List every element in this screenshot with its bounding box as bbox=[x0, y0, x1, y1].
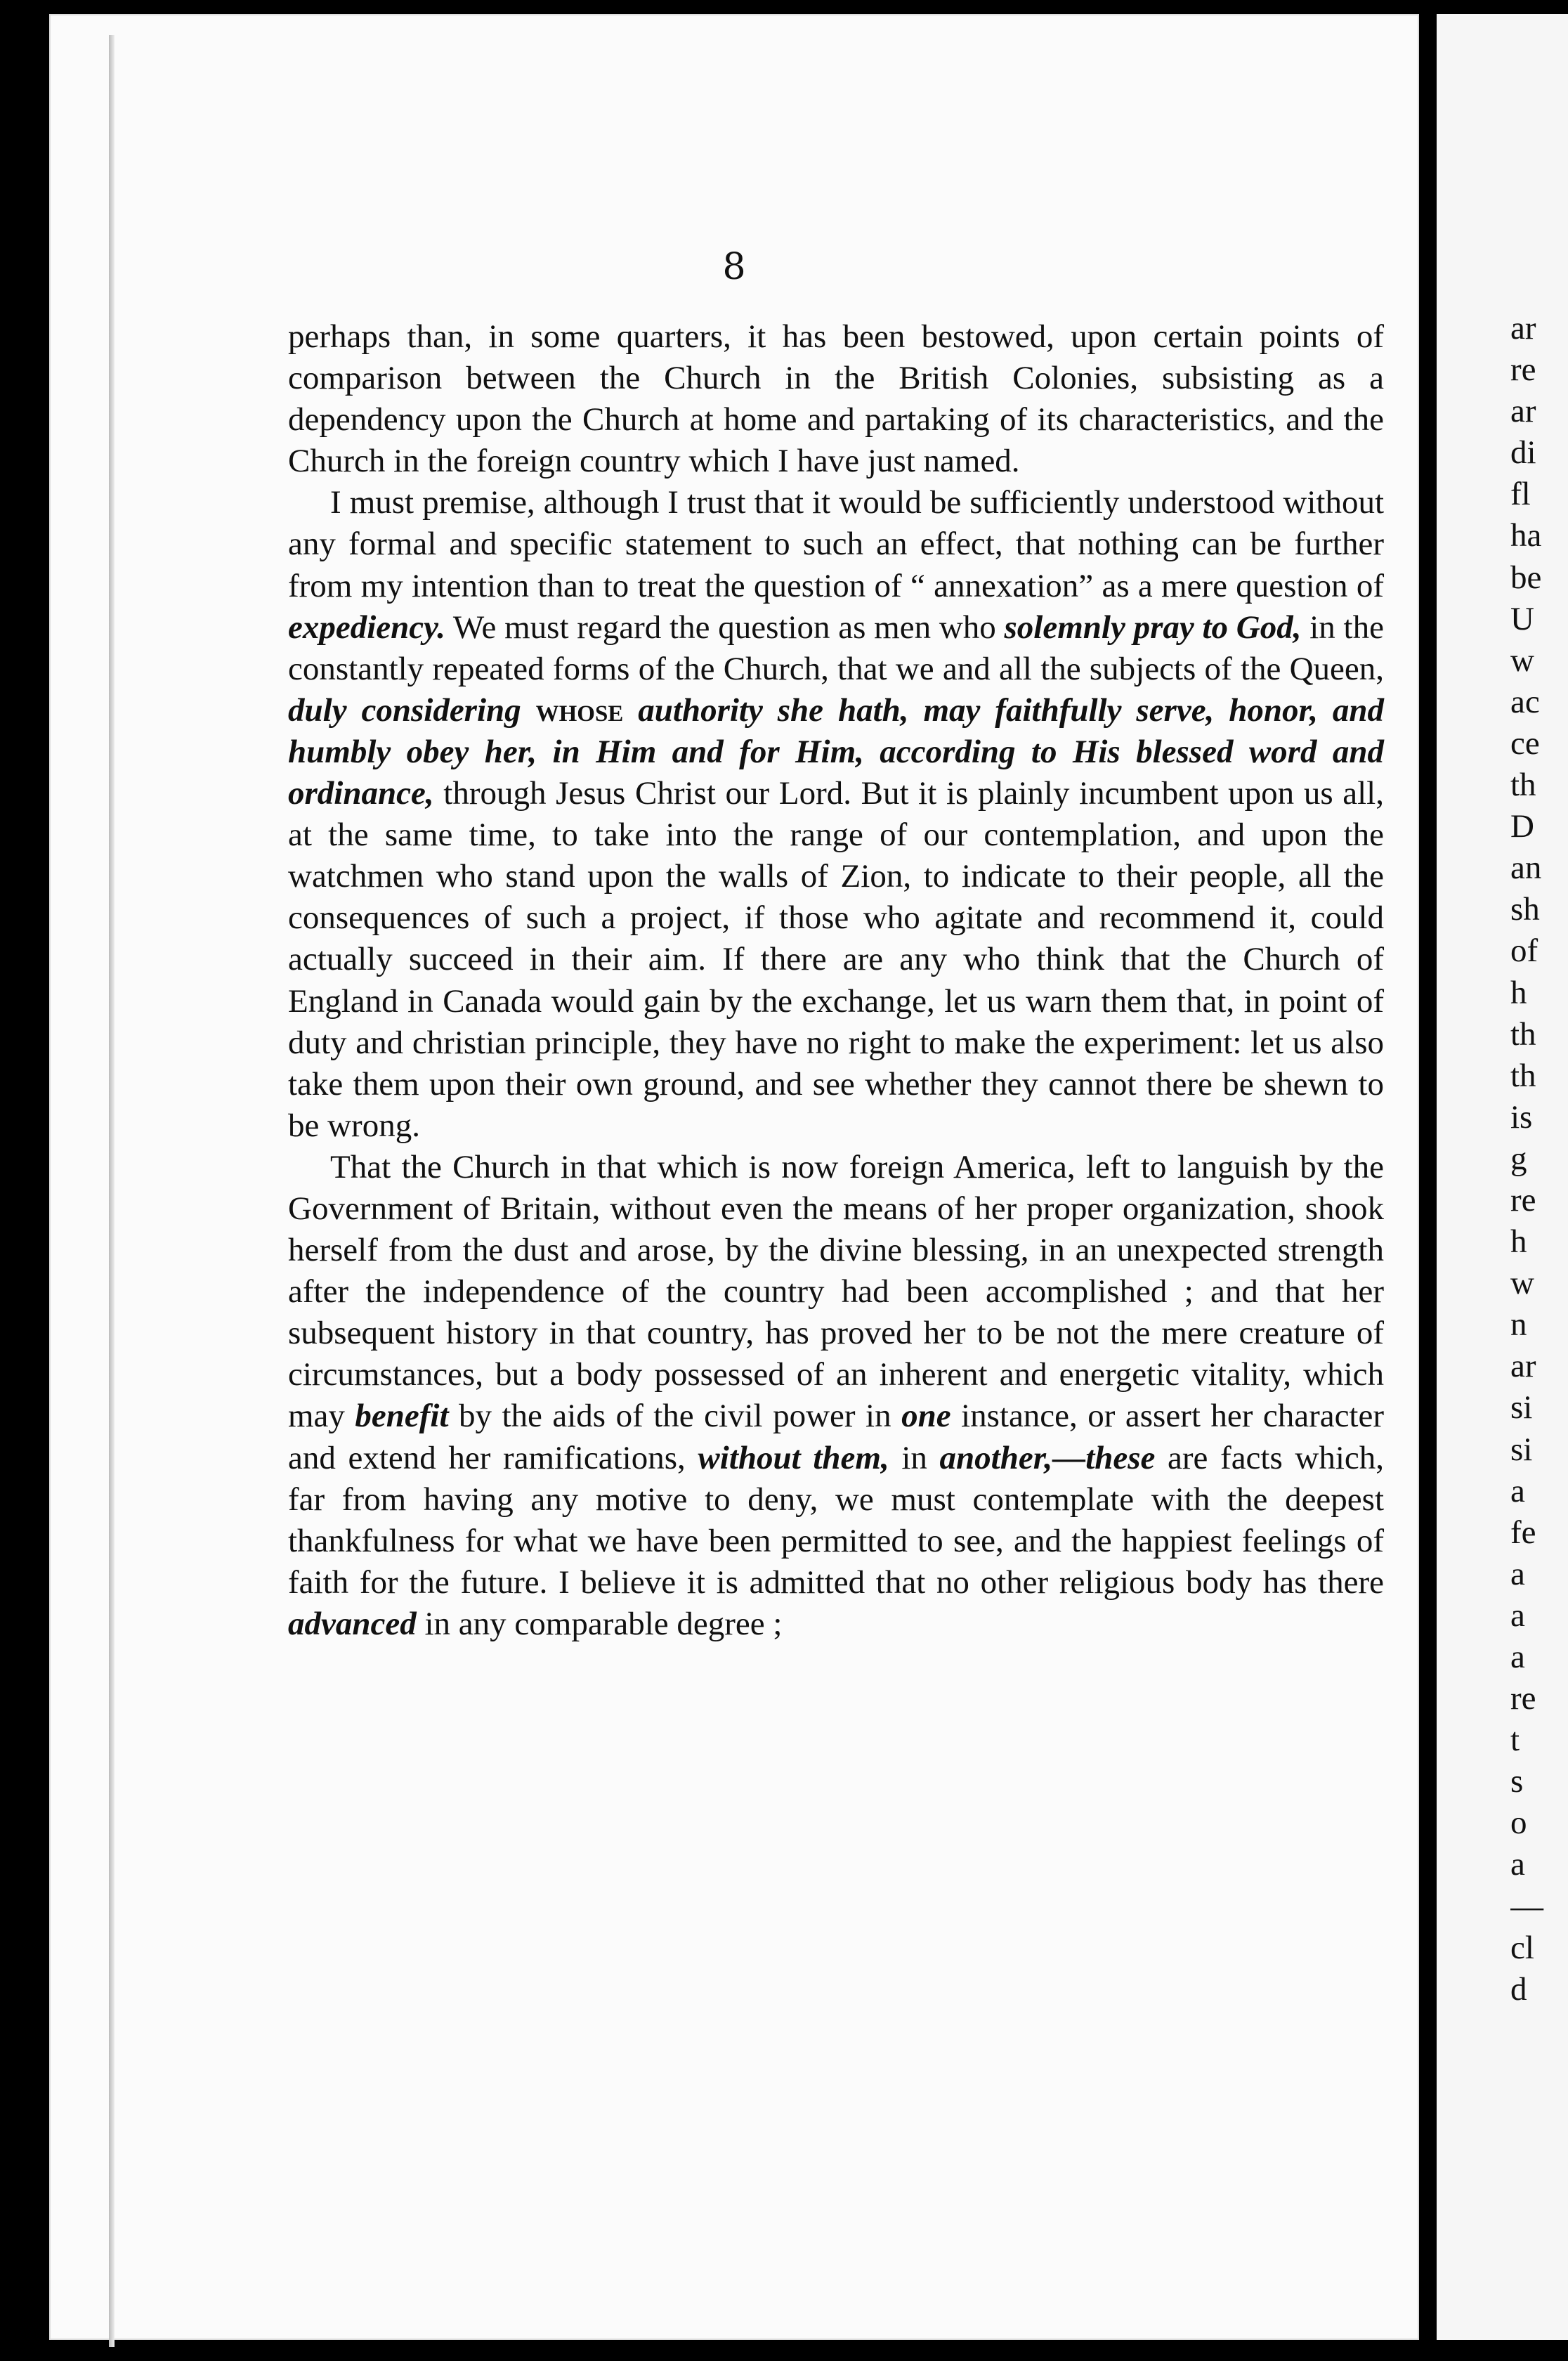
book-gutter bbox=[1419, 0, 1439, 2361]
facing-page-fragment: a bbox=[1510, 1846, 1525, 1883]
text-run: perhaps than, in some quarters, it has been bestowed, upon certain points of comparison between the Church in the British Colonies, subsisting as a dependency upon the Church at home and partaking of its characteristics, and the Church in the foreign country which I have just named. bbox=[288, 318, 1384, 480]
facing-page-fragment: w bbox=[1510, 1265, 1534, 1302]
italic-text: authority she hath, may faithfully serve, honor, and humbly obey her, in Him and for Him, according to His blessed word and ordinance, bbox=[288, 691, 1385, 812]
page-number: 8 bbox=[722, 246, 746, 288]
facing-page-fragment: U bbox=[1510, 600, 1534, 637]
italic-text: advanced bbox=[288, 1605, 417, 1642]
text-run: in bbox=[889, 1439, 940, 1476]
facing-page-fragment: D bbox=[1510, 808, 1534, 845]
facing-page-fragment: fl bbox=[1510, 476, 1531, 513]
facing-page-fragment: a bbox=[1510, 1472, 1525, 1509]
facing-page-fragment: a bbox=[1510, 1555, 1525, 1592]
facing-page-fragment: ar bbox=[1510, 310, 1536, 346]
paragraph bbox=[288, 482, 1384, 1147]
small-caps-text: whose bbox=[535, 691, 624, 729]
facing-page-fragment: si bbox=[1510, 1431, 1533, 1468]
page-body-text bbox=[288, 316, 1384, 1645]
italic-text: without them, bbox=[698, 1439, 889, 1476]
facing-page-fragment: ar bbox=[1510, 393, 1536, 430]
facing-page-fragment: n bbox=[1510, 1306, 1527, 1344]
facing-page-fragment: an bbox=[1510, 850, 1542, 887]
facing-page-fragment: di bbox=[1510, 434, 1536, 471]
facing-page-fragment: — bbox=[1510, 1887, 1543, 1925]
text-run: We must regard the question as men who bbox=[445, 609, 1005, 646]
facing-page-fragment: h bbox=[1510, 1223, 1527, 1261]
facing-page-fragment: th bbox=[1510, 1015, 1536, 1053]
facing-page-fragment: w bbox=[1510, 642, 1534, 679]
facing-page-text-fragments bbox=[1510, 308, 1568, 2010]
facing-page-fragment: si bbox=[1510, 1389, 1533, 1426]
facing-page-fragment: ar bbox=[1510, 1348, 1536, 1385]
facing-page-fragment: d bbox=[1510, 1970, 1527, 2008]
page-binding-edge bbox=[109, 35, 115, 2347]
facing-page-fragment: is bbox=[1510, 1098, 1533, 1136]
facing-page-fragment: t bbox=[1510, 1722, 1520, 1759]
paragraph bbox=[288, 1147, 1384, 1645]
italic-text: expediency. bbox=[288, 609, 446, 646]
text-run bbox=[521, 692, 536, 729]
text-run bbox=[623, 692, 638, 729]
facing-page-fragment: re bbox=[1510, 1680, 1536, 1717]
facing-page-fragment: th bbox=[1510, 1057, 1536, 1094]
italic-text: solemnly pray to God, bbox=[1004, 609, 1302, 646]
text-run: by the aids of the civil power in bbox=[448, 1398, 902, 1435]
facing-page-fragment: fe bbox=[1510, 1514, 1536, 1551]
text-run: in the constantly repeated forms of the Church, that we and all the subjects of the Queen, bbox=[288, 609, 1384, 687]
facing-page-fragment: of bbox=[1510, 932, 1538, 970]
text-run: I must premise, although I trust that it would be sufficiently understood without any formal and specific statement to such an effect, that nothing can be further from my intention than to treat the question of “ annexation” as a mere question of bbox=[288, 484, 1384, 604]
facing-page-fragment: h bbox=[1510, 974, 1527, 1011]
facing-page-fragment: cl bbox=[1510, 1929, 1534, 1966]
facing-page-fragment: be bbox=[1510, 559, 1542, 596]
facing-page-fragment: ce bbox=[1510, 724, 1540, 762]
facing-page-fragment: g bbox=[1510, 1140, 1527, 1177]
paragraph bbox=[288, 316, 1384, 482]
facing-page-fragment: ha bbox=[1510, 517, 1542, 554]
italic-text: benefit bbox=[355, 1398, 449, 1435]
facing-page-fragment: th bbox=[1510, 767, 1536, 804]
text-run: That the Church in that which is now foreign America, left to languish by the Government of Britain, without even the means of her proper organization, shook herself from the dust and arose, by the divine blessing, in an unexpected strength after the independence of the country had been accomplished ; and that her subsequent history in that country, has proved her to be not the mere creature of circumstances, but a body possessed of an inherent and energetic vitality, which may bbox=[288, 1148, 1384, 1435]
book-page bbox=[49, 14, 1419, 2340]
facing-page-fragment: a bbox=[1510, 1596, 1525, 1634]
facing-page-fragment: re bbox=[1510, 1181, 1536, 1218]
italic-text: another,—these bbox=[939, 1439, 1156, 1476]
text-run: instance, or assert her character and extend her ramifications, bbox=[288, 1398, 1385, 1476]
facing-page-fragment: a bbox=[1510, 1639, 1525, 1675]
facing-page-fragment: re bbox=[1510, 351, 1536, 389]
text-run: are facts which, far from having any motive to deny, we must contemplate with the deepest thankfulness for what we have been permitted to see, and the happiest feelings of faith for the future. I believe it is admitted that no other religious body has there bbox=[288, 1439, 1385, 1601]
facing-page-fragment: sh bbox=[1510, 891, 1540, 928]
facing-page-fragment: s bbox=[1510, 1763, 1524, 1800]
text-run: through Jesus Christ our Lord. But it is plainly incumbent upon us all, at the same time, to take into the range of our contemplation, and upon the watchmen who stand upon the walls of Zion, to indicate to their people, all the consequences of such a project, if those who agitate and recommend it, could actually succeed in their aim. If there are any who think that the Church of England in Canada would gain by the exchange, let us warn them that, in point of duty and christian principle, they have no right to make the experiment: let us also take them upon their own ground, and see whether they cannot there be shewn to be wrong. bbox=[288, 775, 1384, 1144]
italic-text: one bbox=[901, 1398, 951, 1435]
facing-page-fragment: ac bbox=[1510, 683, 1540, 720]
italic-text: duly considering bbox=[288, 691, 521, 729]
facing-page-fragment: o bbox=[1510, 1804, 1527, 1842]
text-run: in any comparable degree ; bbox=[416, 1605, 783, 1642]
